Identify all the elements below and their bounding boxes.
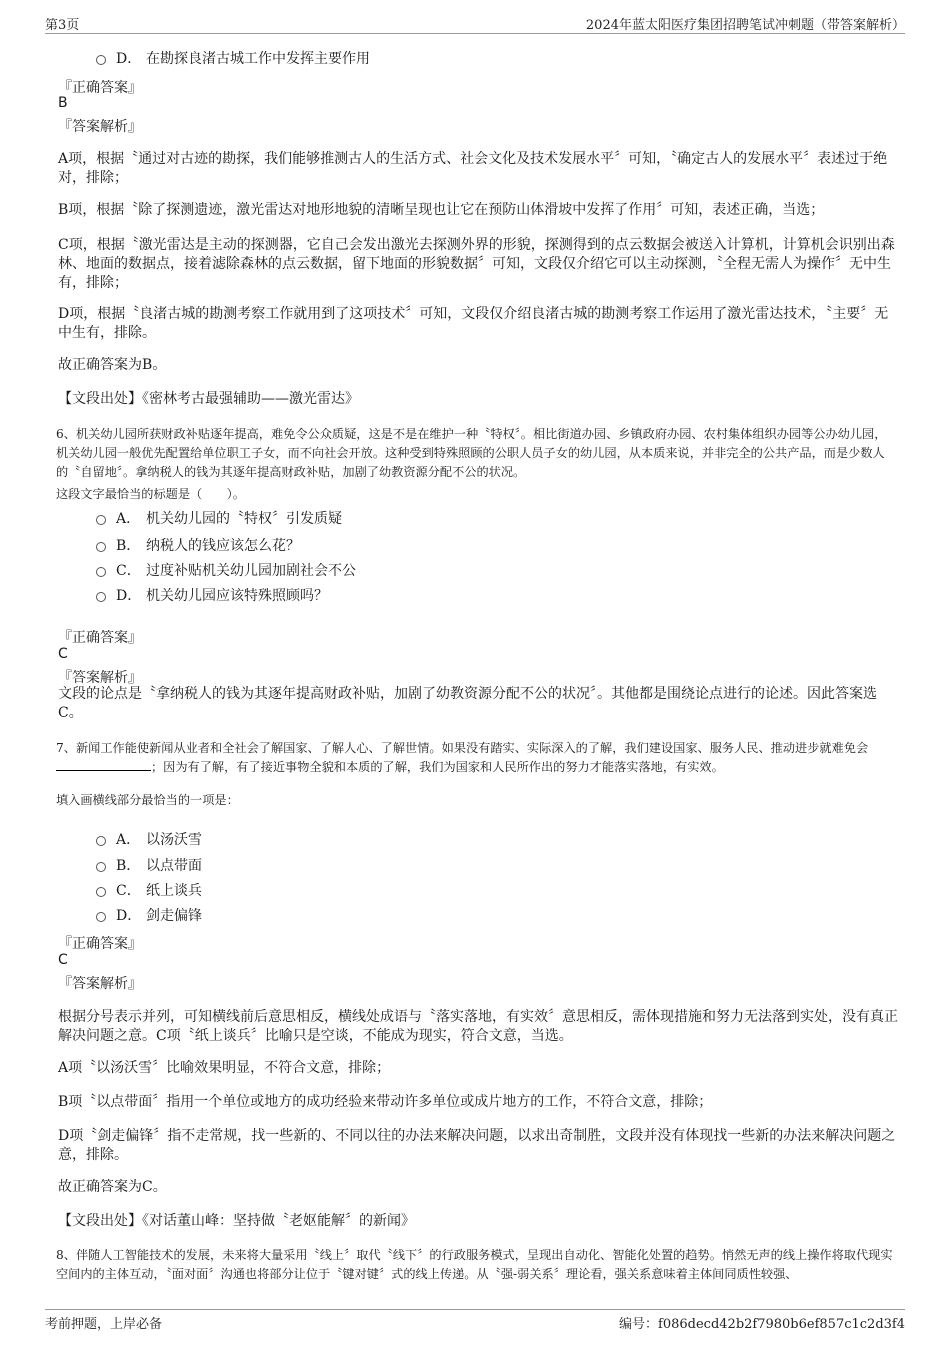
q5-analysis-b: B项，根据〝除了探测遗迹，激光雷达对地形地貌的清晰呈现也让它在预防山体滑坡中发挥了作用〞可知，表述正确，当选； bbox=[58, 202, 825, 218]
document-title: 2024年蓝太阳医疗集团招聘笔试冲刺题（带答案解析） bbox=[585, 18, 905, 33]
q7-analysis-label: 『答案解析』 bbox=[58, 976, 142, 992]
q7-stem: 7、新闻工作能使新闻从业者和全社会了解国家、了解人心、了解世情。如果没有踏实、实际深入的了解，我们建设国家、服务人民、推动进步就难免会；因为有了解，有了接近事物全貌和本质的了解，我们为国家和人民所作出的努力才能落实落地，有实效。 bbox=[56, 741, 869, 774]
footer-code: 编号：f086decd42b2f7980b6ef857c1c2d3f4 bbox=[619, 1317, 905, 1332]
radio-icon[interactable] bbox=[96, 592, 106, 602]
q7-question: 填入画横线部分最恰当的一项是： bbox=[56, 793, 239, 807]
page-number: 第3页 bbox=[45, 18, 80, 33]
q7-conclusion: 故正确答案为C。 bbox=[58, 1179, 167, 1195]
q6-option-d[interactable]: D． 机关幼儿园应该特殊照顾吗？ bbox=[96, 585, 328, 605]
q7-option-b[interactable]: B． 以点带面 bbox=[96, 855, 202, 875]
q6-stem: 6、机关幼儿园所获财政补贴逐年提高，难免令公众质疑，这是不是在维护一种〝特权〞。相比街道办园、乡镇政府办园、农村集体组织办园等公办幼儿园，机关幼儿园一般优先配置给单位职工子女，而不向社会开放。这种受到特殊照顾的公职人员子女的幼儿园，从本质来说，并非完全的公共产品，而是少数人的〝自留地〞。拿纳税人的钱为其逐年提高财政补贴，加剧了幼教资源分配不公的状况。 bbox=[56, 427, 887, 479]
radio-icon[interactable] bbox=[96, 862, 106, 872]
q7-option-a[interactable]: A． 以汤沃雪 bbox=[96, 829, 202, 849]
fill-blank bbox=[56, 758, 151, 771]
radio-icon[interactable] bbox=[96, 542, 106, 552]
q5-analysis-a: A项，根据〝通过对古迹的勘探，我们能够推测古人的生活方式、社会文化及技术发展水平〞可知，〝确定古人的发展水平〞表述过于绝对，排除； bbox=[58, 151, 888, 186]
q5-option-d[interactable]: D． 在勘探良渚古城工作中发挥主要作用 bbox=[96, 48, 370, 68]
footer-rule bbox=[45, 1309, 905, 1310]
q6-question: 这段文字最恰当的标题是（ ）。 bbox=[56, 487, 245, 501]
q7-analysis-main: 根据分号表示并列，可知横线前后意思相反，横线处成语与〝落实落地，有实效〞意思相反，需体现措施和努力无法落到实处，没有真正解决问题之意。C项〝纸上谈兵〞比喻只是空谈，不能成为现实，符合文意，当选。 bbox=[58, 1009, 898, 1044]
q7-source: 【文段出处】《对话董山峰：坚持做〝老妪能解〞的新闻》 bbox=[58, 1213, 415, 1229]
q6-answer-label: 『正确答案』 bbox=[58, 630, 142, 646]
q6-option-c[interactable]: C． 过度补贴机关幼儿园加剧社会不公 bbox=[96, 560, 356, 580]
radio-icon[interactable] bbox=[96, 567, 106, 577]
radio-icon[interactable] bbox=[96, 515, 106, 525]
q5-answer: B bbox=[58, 95, 68, 111]
q7-option-c[interactable]: C． 纸上谈兵 bbox=[96, 880, 202, 900]
q7-answer: C bbox=[58, 952, 68, 968]
q5-analysis-label: 『答案解析』 bbox=[58, 119, 142, 135]
q5-answer-label: 『正确答案』 bbox=[58, 80, 142, 96]
q5-analysis-d: D项，根据〝良渚古城的勘测考察工作就用到了这项技术〞可知，文段仅介绍良渚古城的勘测考察工作运用了激光雷达技术，〝主要〞无中生有，排除。 bbox=[58, 306, 889, 341]
q5-analysis-c: C项，根据〝激光雷达是主动的探测器，它自己会发出激光去探测外界的形貌，探测得到的点云数据会被送入计算机，计算机会识别出森林、地面的数据点，接着滤除森林的点云数据，留下地面的形貌数据〞可知，文段仅介绍它可以主动探测，〝全程无需人为操作〞无中生有，排除； bbox=[58, 237, 895, 291]
q5-source: 【文段出处】《密林考古最强辅助——激光雷达》 bbox=[58, 391, 359, 407]
footer-slogan: 考前押题，上岸必备 bbox=[45, 1317, 163, 1332]
q7-analysis-a: A项〝以汤沃雪〞比喻效果明显，不符合文意，排除； bbox=[58, 1060, 391, 1076]
q5-conclusion: 故正确答案为B。 bbox=[58, 357, 167, 373]
radio-icon[interactable] bbox=[96, 55, 106, 65]
q7-analysis-d: D项〝剑走偏锋〞指不走常规，找一些新的、不同以往的办法来解决问题，以求出奇制胜，文段并没有体现找一些新的办法来解决问题之意，排除。 bbox=[58, 1128, 896, 1163]
q6-analysis-label: 『答案解析』 bbox=[58, 670, 142, 686]
q7-option-d[interactable]: D． 剑走偏锋 bbox=[96, 905, 202, 925]
q7-analysis-b: B项〝以点带面〞指用一个单位或地方的成功经验来带动许多单位或成片地方的工作，不符合文意，排除； bbox=[58, 1094, 713, 1110]
radio-icon[interactable] bbox=[96, 912, 106, 922]
radio-icon[interactable] bbox=[96, 887, 106, 897]
q6-option-a[interactable]: A． 机关幼儿园的〝特权〞引发质疑 bbox=[96, 508, 342, 528]
q8-stem: 8、伴随人工智能技术的发展，未来将大量采用〝线上〞取代〝线下〞的行政服务模式，呈现出自动化、智能化处置的趋势。悄然无声的线上操作将取代现实空间内的主体互动，〝面对面〞沟通也将部分让位于〝键对键〞式的线上传递。从〝强-弱关系〞理论看，强关系意味着主体间同质性较强、 bbox=[56, 1248, 893, 1281]
radio-icon[interactable] bbox=[96, 836, 106, 846]
q6-answer: C bbox=[58, 646, 68, 662]
q7-answer-label: 『正确答案』 bbox=[58, 936, 142, 952]
header-rule bbox=[45, 33, 905, 34]
q6-analysis: 文段的论点是〝拿纳税人的钱为其逐年提高财政补贴，加剧了幼教资源分配不公的状况〞。其他都是围绕论点进行的论述。因此答案选C。 bbox=[58, 686, 877, 721]
q6-option-b[interactable]: B． 纳税人的钱应该怎么花？ bbox=[96, 535, 300, 555]
